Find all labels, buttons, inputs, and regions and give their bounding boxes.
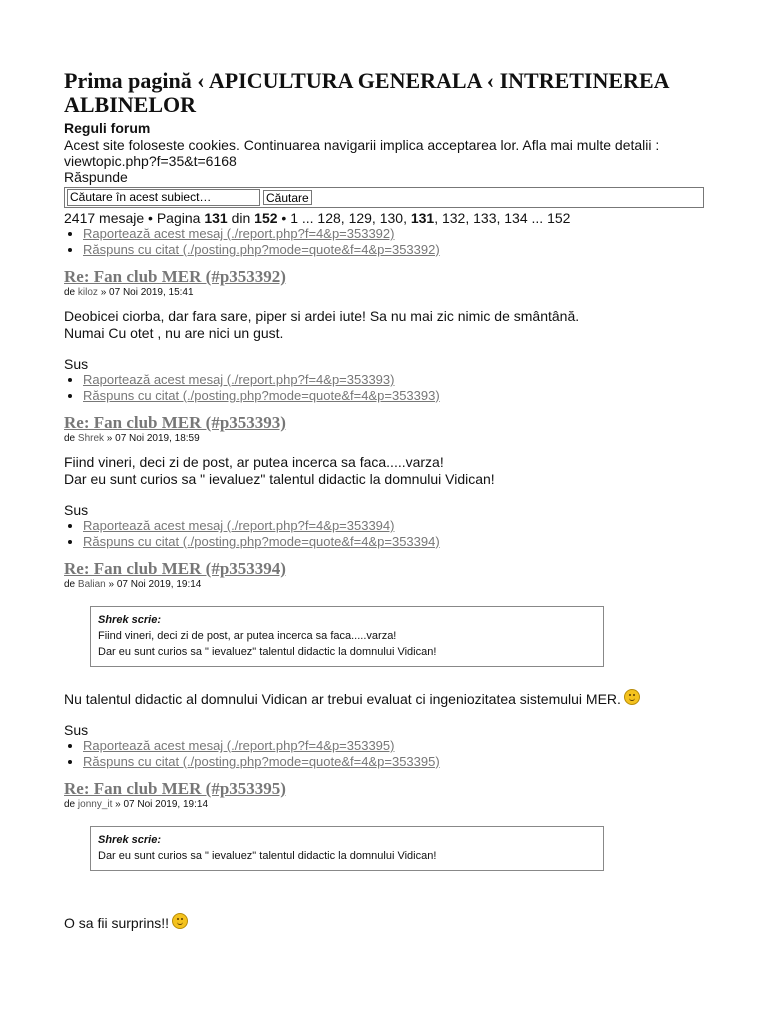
post-actions xyxy=(64,738,704,770)
wink-smiley-icon xyxy=(172,913,188,929)
post-meta xyxy=(64,799,704,811)
post-author[interactable]: kiloz xyxy=(77,287,98,298)
list-item xyxy=(83,738,704,754)
post-title[interactable]: Re: Fan club MER (#p353394) xyxy=(64,559,286,578)
post xyxy=(64,267,704,404)
post-line: Deobicei ciorba, dar fara sare, piper si ardei iute! Sa nu mai zic nimic de smântână. xyxy=(64,308,580,324)
quote-link[interactable]: Răspuns cu citat (./posting.php?mode=quote&f=4&p=353395) xyxy=(83,754,440,769)
back-to-top-link[interactable]: Sus xyxy=(64,356,89,372)
report-link[interactable]: Raportează acest mesaj (./report.php?f=4&p=353393) xyxy=(83,372,395,387)
quote-link[interactable]: Răspuns cu citat (./posting.php?mode=quote&f=4&p=353393) xyxy=(83,388,440,403)
page-links-before[interactable]: • 1 ... 128, 129, 130, xyxy=(277,210,411,226)
post-meta xyxy=(64,433,704,445)
list-item xyxy=(83,754,704,770)
post-text: Nu talentul didactic al domnului Vidican ar trebui evaluat ci ingeniozitatea sistemului MER. xyxy=(64,691,621,707)
total-pages: 152 xyxy=(254,210,278,226)
pagination-prefix: 2417 mesaje • Pagina xyxy=(64,210,205,226)
post-author[interactable]: Balian xyxy=(77,579,106,590)
post-title[interactable]: Re: Fan club MER (#p353392) xyxy=(64,267,286,286)
post-title[interactable]: Re: Fan club MER (#p353395) xyxy=(64,779,286,798)
post-text: O sa fii surprins!! xyxy=(64,915,170,931)
top-actions xyxy=(64,226,704,258)
quote-line: Dar eu sunt curios sa " ievaluez" talentul didactic la domnului Vidican! xyxy=(98,850,437,862)
post xyxy=(64,779,704,932)
by-label: de xyxy=(64,579,78,590)
post-content xyxy=(64,913,704,932)
breadcrumb: Prima pagină ‹ APICULTURA GENERALA ‹ INTRETINEREA ALBINELOR xyxy=(64,68,669,117)
quote-block xyxy=(90,826,604,871)
pagination-of: din xyxy=(227,210,255,226)
post-date: » 07 Noi 2019, 19:14 xyxy=(112,799,209,810)
post-line: Dar eu sunt curios sa " ievaluez" talentul didactic la domnului Vidican! xyxy=(64,471,495,487)
page-link-current: 131 xyxy=(410,210,435,226)
post-content xyxy=(64,454,704,488)
post-author[interactable]: jonny_it xyxy=(77,799,113,810)
post-line: Numai Cu otet , nu are nici un gust. xyxy=(64,325,284,341)
current-page: 131 xyxy=(204,210,228,226)
post-line: Fiind vineri, deci zi de post, ar putea incerca sa faca.....varza! xyxy=(64,454,444,470)
search-button[interactable]: Căutare xyxy=(263,190,312,205)
by-label: de xyxy=(64,433,78,444)
list-item xyxy=(83,372,704,388)
post-meta xyxy=(64,287,704,299)
quote-header: Shrek scrie: xyxy=(98,614,161,626)
post-content xyxy=(64,689,704,708)
post-title[interactable]: Re: Fan club MER (#p353393) xyxy=(64,413,286,432)
report-link[interactable]: Raportează acest mesaj (./report.php?f=4&p=353392) xyxy=(83,226,395,241)
back-to-top-link[interactable]: Sus xyxy=(64,722,89,738)
post-date: » 07 Noi 2019, 19:14 xyxy=(105,579,202,590)
report-link[interactable]: Raportează acest mesaj (./report.php?f=4&p=353395) xyxy=(83,738,395,753)
quote-line: Dar eu sunt curios sa " ievaluez" talentul didactic la domnului Vidican! xyxy=(98,646,437,658)
list-item xyxy=(83,388,704,404)
pagination xyxy=(64,210,704,226)
back-to-top-link[interactable]: Sus xyxy=(64,502,89,518)
smiley-icon xyxy=(624,689,640,705)
by-label: de xyxy=(64,799,78,810)
post xyxy=(64,413,704,550)
post xyxy=(64,559,704,770)
list-item xyxy=(83,226,704,242)
post-author[interactable]: Shrek xyxy=(77,433,105,444)
post-actions xyxy=(64,518,704,550)
quote-link[interactable]: Răspuns cu citat (./posting.php?mode=quote&f=4&p=353394) xyxy=(83,534,440,549)
post-date: » 07 Noi 2019, 18:59 xyxy=(104,433,200,444)
by-label: de xyxy=(64,287,78,298)
post-meta xyxy=(64,579,704,591)
search-input[interactable] xyxy=(67,189,260,206)
list-item xyxy=(83,518,704,534)
quote-link[interactable]: Răspuns cu citat (./posting.php?mode=quote&f=4&p=353392) xyxy=(83,242,440,257)
quote-block xyxy=(90,606,604,667)
reply-button[interactable]: Răspunde xyxy=(64,169,128,185)
post-date: » 07 Noi 2019, 15:41 xyxy=(97,287,194,298)
page-links-after[interactable]: , 132, 133, 134 ... 152 xyxy=(434,210,571,226)
post-content xyxy=(64,308,704,342)
list-item xyxy=(83,534,704,550)
post-actions xyxy=(64,372,704,404)
search-bar xyxy=(64,187,704,208)
cookie-notice: Acest site foloseste cookies. Continuarea navigarii implica acceptarea lor. Afla mai multe detalii : viewtopic.php?f=35&t=6168 xyxy=(64,137,660,169)
quote-header: Shrek scrie: xyxy=(98,834,161,846)
quote-line: Fiind vineri, deci zi de post, ar putea incerca sa faca.....varza! xyxy=(98,630,397,642)
report-link[interactable]: Raportează acest mesaj (./report.php?f=4&p=353394) xyxy=(83,518,395,533)
rules-link[interactable]: Reguli forum xyxy=(64,120,151,136)
list-item xyxy=(83,242,704,258)
